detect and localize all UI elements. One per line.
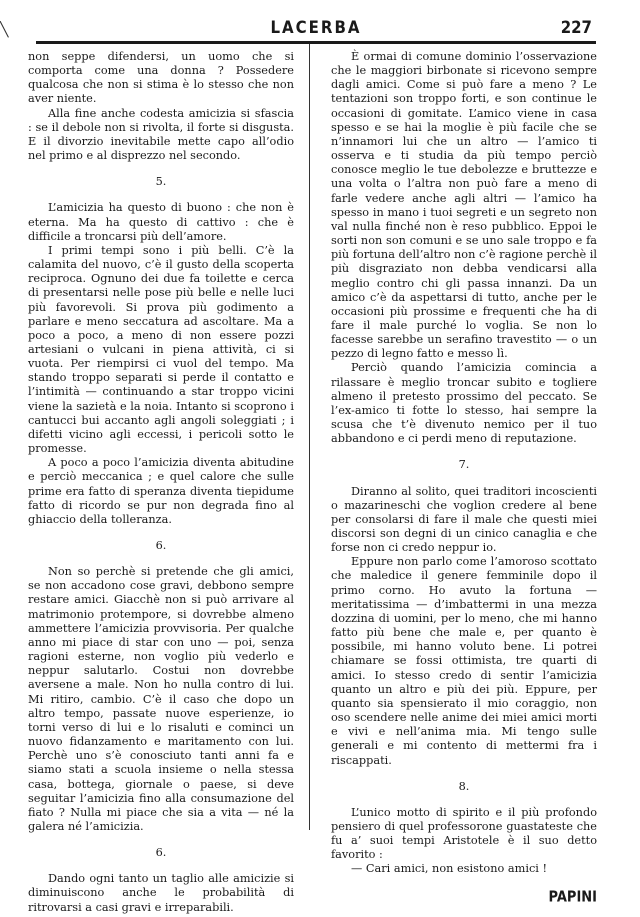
paragraph: non seppe difendersi, un uomo che si comporta come una donna ? Possedere qualcosa che non si stima è lo stesso che non aver niente. <box>28 50 294 106</box>
scan-edge-mark: ╲ <box>0 22 9 38</box>
section-number: 7. <box>458 458 470 472</box>
paragraph: Non so perchè si pretende che gli amici, se non accadono cose gravi, debbono sempre restare amici. Giacchè non si può arrivare al matrimonio protempore, si dovrebbe almeno ammettere l’amicizia provvisoria. Per qualche anno mi piace di star con uno — poi, senza ragioni esterne, non voglio più vederlo e neppur salutarlo. Costui non dovrebbe aversene a male. Non ho nulla contro di lui. Mi ritiro, cambio. C’è il caso che dopo un altro tempo, passate nuove esperienze, io torni verso di lui e lo risaluti e cominci un nuovo fidanzamento e maritamento con lui. Perchè uno s’è conosciuto tanti anni fa e siamo stati a scuola insieme o nella stessa casa, bottega, giornale o paese, si deve seguitar l’amicizia fino alla consumazione del fiato ? Nulla mi piace che sia a vita — né la galera né l’amicizia. <box>28 565 294 833</box>
section-number: 8. <box>458 779 470 793</box>
paragraph: I primi tempi sono i più belli. C’è la calamita del nuovo, c’è il gusto della scoperta reciproca. Ognuno dei due fa toilette e cerca di presentarsi nelle pose più belle e nelle luci più favorevoli. Si prova più godimento a parlare e meno seccatura ad ascoltare. Ma a poco a poco, a meno di non essere pozzi artesiani o vulcani in piena attività, ci si vuota. Per riempirsi ci vuol del tempo. Ma stando troppo separati si perde il contatto e l’intimità — continuando a star troppo vicini viene la sazietà e la noia. Intanto si scoprono i cantucci bui accanto agli angoli soleggiati ; i difetti vicino agli eccessi, i pericoli sotto le promesse. <box>28 243 294 456</box>
quote-line: — Cari amici, non esistono amici ! <box>351 862 548 876</box>
paragraph: A poco a poco l’amicizia diventa abitudine e perciò meccanica ; e quel calore che sulle prime era fatto di speranza diventa tiepidume fatto di ricordo se pur non degrada fino al ghiaccio della tolleranza. <box>28 456 294 526</box>
journal-title: LACERBA <box>270 16 362 38</box>
paragraph: Alla fine anche codesta amicizia si sfascia : se il debole non si rivolta, il forte si disgusta. E il divorzio inevitabile mette capo all’odio nel primo e al disprezzo nel secondo. <box>28 106 294 163</box>
column-divider <box>309 44 310 830</box>
right-column <box>331 50 597 905</box>
paragraph: Perciò quando l’amicizia comincia a rilassare è meglio troncar subito e togliere almeno il pretesto prossimo del peccato. Se l’ex-amico ti fotte lo stesso, hai sempre la scusa che t’è divenuto nemico per il tuo abbandono e ci perdi meno di reputazione. <box>331 361 597 446</box>
section-number: 6. <box>155 539 167 552</box>
paragraph: L’amicizia ha questo di buono : che non è eterna. Ma ha questo di cattivo : che è difficile a troncarsi più dell’amore. <box>28 201 294 243</box>
section-number: 5. <box>155 175 167 189</box>
paragraph: L’unico motto di spirito e il più profondo pensiero di quel professorone guastateste che fu a’ suoi tempi Aristotele è il suo detto favorito : <box>331 805 597 862</box>
paragraph: Dando ogni tanto un taglio alle amicizie si diminuiscono anche le probabilità di ritrovarsi a casi gravi e irreparabili. <box>28 872 294 914</box>
left-column <box>28 50 294 915</box>
section-number: 6. <box>155 846 167 860</box>
page-header <box>36 18 596 40</box>
paragraph: Diranno al solito, quei traditori incoscienti o mazarineschi che voglion credere al bene per consolarsi di fare il male che questi miei discorsi son degni di un cinico canaglia e che forse non ci credo neppur io. <box>331 484 597 555</box>
page-number: 227 <box>560 16 592 38</box>
paragraph: È ormai di comune dominio l’osservazione che le maggiori birbonate si ricevono sempre dagli amici. Come si può fare a meno ? Le tentazioni son troppo forti, e son continue le occasioni di gomitate. L’amico viene in casa spesso e se hai la moglie è più facile che se n’innamori lui che un altro — l’amico ti osserva e ti studia da più tempo perciò conosce meglio le tue debolezze e bruttezze e una volta o l’altra non può fare a meno di farle vedere anche agli altri — l’amico ha spesso in mano i tuoi segreti e un segreto non val nulla finché non è reso pubblico. Eppoi le sorti non son comuni e se uno sale troppo e fa più fortuna dell’altro non c’è ragione perchè il più disgraziato non debba vendicarsi alla meglio contro chi gli passa innanzi. Da un amico c’è da aspettarsi di tutto, anche per le occasioni più prossime e frequenti che ha di fare il male purché lo voglia. Se non lo facesse sarebbe un serafino travestito — o un pezzo di legno fatto e messo lì. <box>331 50 597 361</box>
author-signature: PAPINI <box>548 888 597 906</box>
header-rule <box>36 41 596 44</box>
paragraph: Eppure non parlo come l’amoroso scottato che maledice il genere femminile dopo il primo corno. Ho avuto la fortuna — meritatissima — d’imbattermi in una mezza dozzina di uomini, per lo meno, che mi hanno fatto più bene che male e, per quanto è possibile, mi hanno voluto bene. Li potrei chiamare se fossi ottimista, tre quarti di amici. Io stesso credo di sentir l’amicizia quanto un altro e più dei più. Eppure, per quanto sia spensierato il mio coraggio, non oso scendere nelle anime dei miei amici morti e vivi e nell’anima mia. Mi tengo sulle generali e mi contento di mettermi fra i riscappati. <box>331 555 597 767</box>
